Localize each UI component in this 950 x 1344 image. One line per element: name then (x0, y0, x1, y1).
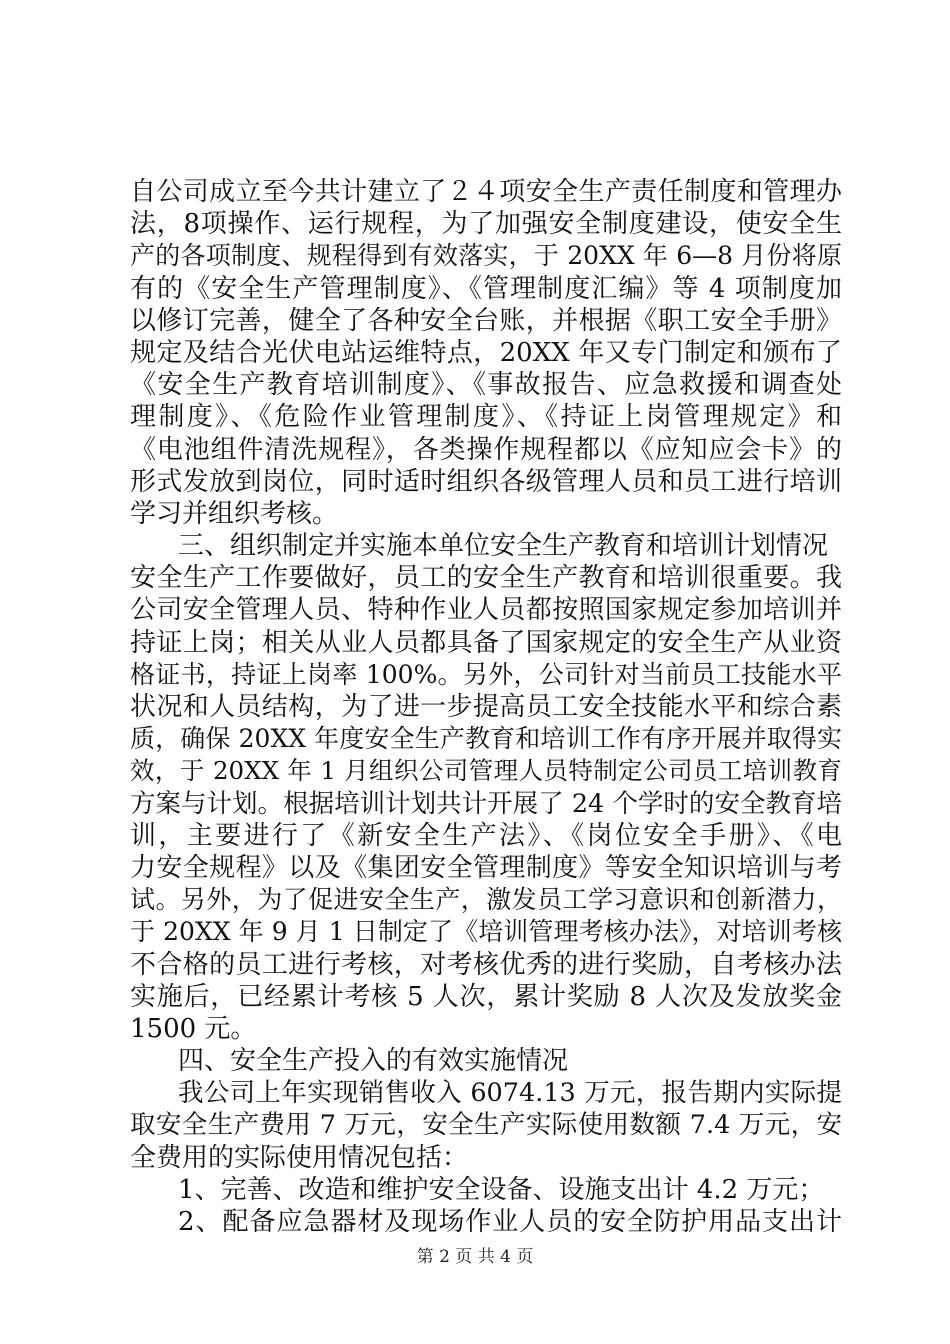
text-line: 四、安全生产投入的有效实施情况 (178, 1046, 569, 1077)
text-line: 产的各项制度、规程得到有效落实，于 20XX 年 6—8 月份将原 (130, 241, 842, 271)
text-line: 法，8项操作、运行规程，为了加强安全制度建设，使安全生 (130, 209, 842, 240)
text-line: 于 20XX 年 9 月 1 日制定了《培训管理考核办法》，对培训考核 (130, 917, 842, 947)
text-line: 格证书，持证上岗率 100%。另外，公司针对当前员工技能水平 (130, 659, 842, 689)
text-line: 以修订完善，健全了各种安全台账，并根据《职工安全手册》 (130, 305, 842, 336)
text-line: 取安全生产费用 7 万元，安全生产实际使用数额 7.4 万元，安 (130, 1110, 842, 1141)
text-line: 《安全生产教育培训制度》、《事故报告、应急救援和调查处 (130, 370, 842, 401)
text-line: 形式发放到岗位，同时适时组织各级管理人员和员工进行培训 (130, 466, 842, 497)
text-line: 三、组织制定并实施本单位安全生产教育和培训计划情况 (178, 531, 829, 562)
text-line: 试。另外，为了促进安全生产，激发员工学习意识和创新潜力， (130, 885, 842, 915)
text-line: 理制度》、《危险作业管理制度》、《持证上岗管理规定》和 (130, 402, 842, 433)
text-line: 方案与计划。根据培训计划共计开展了 24 个学时的安全教育培 (130, 788, 842, 819)
text-line: 效，于 20XX 年 1 月组织公司管理人员特制定公司员工培训教育 (130, 756, 842, 786)
text-line: 训，主要进行了《新安全生产法》、《岗位安全手册》、《电 (130, 820, 842, 851)
document-body (130, 176, 842, 1238)
text-line: 《电池组件清洗规程》，各类操作规程都以《应知应会卡》的 (130, 434, 842, 465)
text-line: 持证上岗；相关从业人员都具备了国家规定的安全生产从业资 (130, 627, 842, 658)
text-line: 安全生产工作要做好，员工的安全生产教育和培训很重要。我 (130, 563, 842, 594)
text-line: 力安全规程》以及《集团安全管理制度》等安全知识培训与考 (130, 852, 842, 883)
text-line: 自公司成立至今共计建立了２４项安全生产责任制度和管理办 (130, 177, 842, 207)
text-line: 规定及结合光伏电站运维特点，20XX 年又专门制定和颁布了 (130, 337, 842, 368)
text-line: 状况和人员结构，为了进一步提高员工安全技能水平和综合素 (130, 692, 842, 722)
text-line: 2、配备应急器材及现场作业人员的安全防护用品支出计 (178, 1207, 842, 1237)
text-line: 质，确保 20XX 年度安全生产教育和培训工作有序开展并取得实 (130, 724, 842, 754)
text-line: 实施后，已经累计考核 5 人次，累计奖励 8 人次及发放奖金 (130, 981, 842, 1012)
text-line: 全费用的实际使用情况包括： (130, 1142, 469, 1173)
text-line: 1500 元。 (130, 1013, 257, 1044)
page-footer: 第 2 页 共 4 页 (416, 1247, 534, 1267)
text-line: 学习并组织考核。 (130, 498, 339, 529)
text-line: 1、完善、改造和维护安全设备、设施支出计 4.2 万元； (178, 1174, 825, 1205)
text-line: 有的《安全生产管理制度》、《管理制度汇编》等 4 项制度加 (130, 273, 842, 304)
text-line: 我公司上年实现销售收入 6074.13 万元，报告期内实际提 (178, 1078, 842, 1109)
text-line: 不合格的员工进行考核，对考核优秀的进行奖励，自考核办法 (130, 949, 842, 980)
text-line: 公司安全管理人员、特种作业人员都按照国家规定参加培训并 (130, 595, 842, 626)
